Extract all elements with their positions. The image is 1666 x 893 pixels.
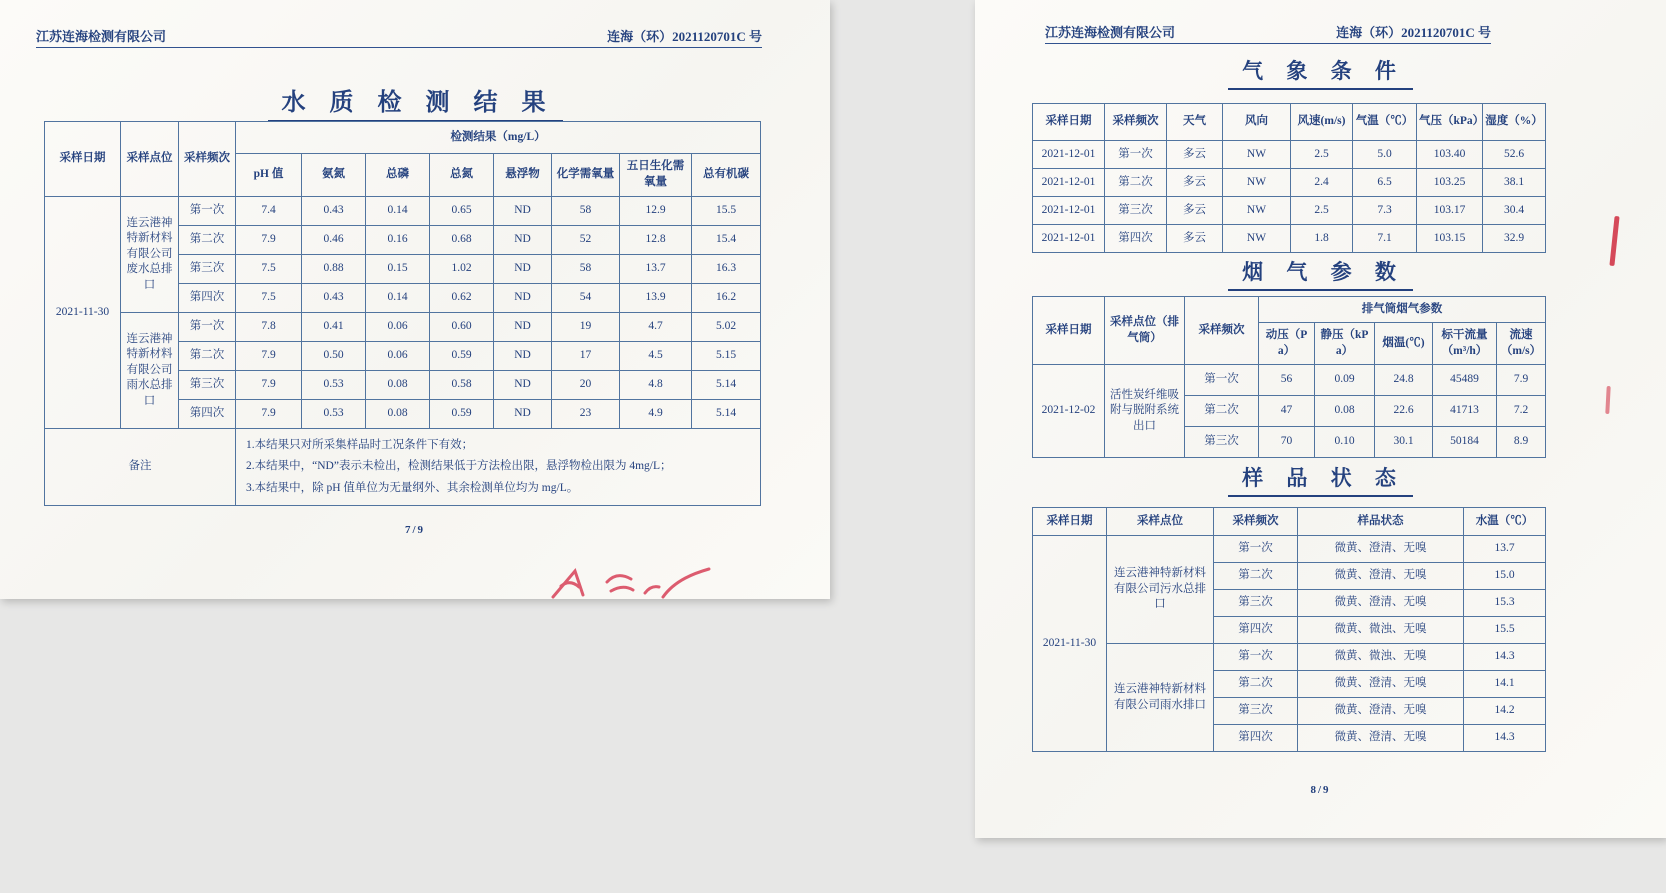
table-cell: 0.14 (366, 197, 430, 226)
state-cell: 微黄、澄清、无嗅 (1298, 563, 1464, 590)
state-cell: 微黄、澄清、无嗅 (1298, 671, 1464, 698)
freq-cell: 第三次 (1214, 698, 1298, 725)
table-cell: 0.43 (302, 197, 366, 226)
table-cell: 7.5 (236, 284, 302, 313)
sample-state-table (1032, 507, 1545, 752)
page-number: 7/9 (404, 524, 426, 536)
temp-cell: 13.7 (1464, 536, 1546, 563)
freq-cell: 第四次 (1214, 725, 1298, 752)
freq-cell: 第一次 (179, 313, 236, 342)
table-cell: 47 (1259, 396, 1315, 427)
table-cell: 58 (552, 255, 620, 284)
param-header: 氨氮 (302, 154, 366, 197)
col-header-date: 采样日期 (45, 122, 121, 197)
table-cell: 0.08 (1315, 396, 1375, 427)
table-cell: 0.09 (1315, 365, 1375, 396)
table-cell: 6.5 (1353, 169, 1417, 197)
table-cell: ND (494, 342, 552, 371)
table-cell: 103.25 (1417, 169, 1483, 197)
table-cell: NW (1223, 141, 1291, 169)
table-cell: 45489 (1433, 365, 1497, 396)
col-header: 采样点位 (1107, 508, 1214, 536)
remark-line: 1.本结果只对所采集样品时工况条件下有效； (246, 439, 474, 451)
table-cell: 2021-12-01 (1033, 141, 1105, 169)
water-quality-table (44, 121, 760, 506)
table-cell: 0.65 (430, 197, 494, 226)
site-cell: 连云港神特新材料有限公司雨水排口 (1107, 644, 1214, 752)
weather-table (1032, 103, 1545, 253)
table-cell: 7.9 (236, 371, 302, 400)
red-stamp-marks (545, 566, 715, 599)
state-cell: 微黄、澄清、无嗅 (1298, 698, 1464, 725)
table-cell: 0.06 (366, 313, 430, 342)
table-cell: 0.08 (366, 371, 430, 400)
state-cell: 微黄、微浊、无嗅 (1298, 644, 1464, 671)
remark-line: 3.本结果中，除 pH 值单位为无量纲外、其余检测单位均为 mg/L。 (246, 481, 579, 494)
param-header: 标干流量（m³/h） (1433, 323, 1497, 365)
table-cell: NW (1223, 197, 1291, 225)
table-cell: 2.5 (1291, 141, 1353, 169)
table-cell: 103.40 (1417, 141, 1483, 169)
table-cell: 19 (552, 313, 620, 342)
table-cell: 0.14 (366, 284, 430, 313)
col-header-date: 采样日期 (1033, 297, 1105, 365)
table-cell: 32.9 (1483, 225, 1546, 253)
table-cell: 38.1 (1483, 169, 1546, 197)
table-cell: 54 (552, 284, 620, 313)
table-cell: 2021-12-01 (1033, 169, 1105, 197)
state-cell: 微黄、澄清、无嗅 (1298, 590, 1464, 617)
page-title: 水 质 检 测 结 果 (0, 82, 830, 122)
table-cell: 多云 (1167, 197, 1223, 225)
freq-cell: 第二次 (179, 226, 236, 255)
remarks-row (45, 429, 761, 506)
company-name: 江苏连海检测有限公司 (36, 29, 167, 44)
freq-cell: 第三次 (179, 255, 236, 284)
table-cell: 20 (552, 371, 620, 400)
table-cell: 多云 (1167, 169, 1223, 197)
table-cell: 12.9 (620, 197, 692, 226)
table-cell: 0.58 (430, 371, 494, 400)
table-cell: 2.5 (1291, 197, 1353, 225)
table-cell: 5.02 (692, 313, 761, 342)
table-row (1033, 644, 1546, 671)
freq-cell: 第二次 (1185, 396, 1259, 427)
table-cell: 7.9 (236, 400, 302, 429)
temp-cell: 14.2 (1464, 698, 1546, 725)
table-row (45, 313, 761, 342)
table-cell: 0.53 (302, 371, 366, 400)
table-cell: 103.17 (1417, 197, 1483, 225)
freq-cell: 第二次 (1214, 671, 1298, 698)
table-cell: 0.06 (366, 342, 430, 371)
col-header: 采样日期 (1033, 104, 1105, 141)
temp-cell: 15.3 (1464, 590, 1546, 617)
col-header: 湿度（%） (1483, 104, 1546, 141)
table-cell: ND (494, 226, 552, 255)
report-number: 连海（环）2021120701C 号 (1336, 25, 1491, 40)
site-cell: 连云港神特新材料有限公司废水总排口 (121, 197, 179, 313)
table-row (1033, 225, 1546, 253)
table-cell: 30.4 (1483, 197, 1546, 225)
freq-cell: 第二次 (1214, 563, 1298, 590)
table-cell: 16.3 (692, 255, 761, 284)
param-header: 总氮 (430, 154, 494, 197)
table-cell: NW (1223, 225, 1291, 253)
table-cell: 5.14 (692, 371, 761, 400)
param-header: 化学需氧量 (552, 154, 620, 197)
table-cell: 多云 (1167, 141, 1223, 169)
site-cell: 连云港神特新材料有限公司雨水总排口 (121, 313, 179, 429)
col-header: 气温（℃） (1353, 104, 1417, 141)
col-header: 风向 (1223, 104, 1291, 141)
table-cell: 第二次 (1105, 169, 1167, 197)
table-cell: 58 (552, 197, 620, 226)
table-cell: 0.88 (302, 255, 366, 284)
table-cell: 0.60 (430, 313, 494, 342)
table-cell: 0.10 (1315, 427, 1375, 458)
date-cell: 2021-11-30 (45, 197, 121, 429)
table-cell: 5.15 (692, 342, 761, 371)
col-header: 气压（kPa） (1417, 104, 1483, 141)
table-cell: 4.9 (620, 400, 692, 429)
table-cell: 7.9 (1497, 365, 1546, 396)
company-name: 江苏连海检测有限公司 (1045, 25, 1176, 40)
table-cell: 0.50 (302, 342, 366, 371)
col-header: 样品状态 (1298, 508, 1464, 536)
table-row (1033, 197, 1546, 225)
temp-cell: 14.3 (1464, 725, 1546, 752)
table-cell: 15.4 (692, 226, 761, 255)
table-cell: 4.5 (620, 342, 692, 371)
site-cell: 连云港神特新材料有限公司污水总排口 (1107, 536, 1214, 644)
col-header: 采样频次 (1214, 508, 1298, 536)
table-cell: 8.9 (1497, 427, 1546, 458)
table-row (1033, 141, 1546, 169)
freq-cell: 第四次 (1214, 617, 1298, 644)
table-cell: ND (494, 313, 552, 342)
table-cell: 7.1 (1353, 225, 1417, 253)
table-cell: 30.1 (1375, 427, 1433, 458)
date-cell: 2021-11-30 (1033, 536, 1107, 752)
state-cell: 微黄、微浊、无嗅 (1298, 617, 1464, 644)
table-cell: 0.08 (366, 400, 430, 429)
table-cell: 0.43 (302, 284, 366, 313)
temp-cell: 15.0 (1464, 563, 1546, 590)
table-cell: 0.59 (430, 400, 494, 429)
table-cell: 41713 (1433, 396, 1497, 427)
table-cell: 13.7 (620, 255, 692, 284)
table-row (1033, 365, 1546, 396)
table-cell: 13.9 (620, 284, 692, 313)
table-cell: 103.15 (1417, 225, 1483, 253)
table-cell: 7.8 (236, 313, 302, 342)
table-cell: 7.9 (236, 226, 302, 255)
freq-cell: 第二次 (179, 342, 236, 371)
table-cell: 第一次 (1105, 141, 1167, 169)
freq-cell: 第四次 (179, 284, 236, 313)
param-header: 悬浮物 (494, 154, 552, 197)
table-cell: ND (494, 284, 552, 313)
table-cell: 0.15 (366, 255, 430, 284)
table-cell: 第三次 (1105, 197, 1167, 225)
table-cell: 22.6 (1375, 396, 1433, 427)
sample-section-title: 样 品 状 态 (975, 462, 1666, 497)
table-cell: 1.8 (1291, 225, 1353, 253)
param-header: 五日生化需氧量 (620, 154, 692, 197)
col-header-freq: 采样频次 (179, 122, 236, 197)
report-page-7 (0, 0, 830, 599)
table-cell: 5.0 (1353, 141, 1417, 169)
col-header-freq: 采样频次 (1185, 297, 1259, 365)
table-cell: 52 (552, 226, 620, 255)
table-cell: 50184 (1433, 427, 1497, 458)
temp-cell: 14.3 (1464, 644, 1546, 671)
table-cell: 7.9 (236, 342, 302, 371)
table-cell: 2021-12-01 (1033, 197, 1105, 225)
table-cell: ND (494, 197, 552, 226)
remarks-content (236, 429, 761, 506)
col-header: 风速(m/s) (1291, 104, 1353, 141)
col-header: 采样日期 (1033, 508, 1107, 536)
freq-cell: 第三次 (1214, 590, 1298, 617)
table-cell: 52.6 (1483, 141, 1546, 169)
group-header: 排气筒烟气参数 (1259, 297, 1546, 323)
page-number: 8/9 (1310, 784, 1331, 796)
table-cell: 0.68 (430, 226, 494, 255)
table-cell: ND (494, 400, 552, 429)
param-header: 流速（m/s） (1497, 323, 1546, 365)
param-header: 总有机碳 (692, 154, 761, 197)
report-page-8 (975, 0, 1666, 838)
table-cell: 0.59 (430, 342, 494, 371)
table-cell: 70 (1259, 427, 1315, 458)
freq-cell: 第一次 (1214, 644, 1298, 671)
table-cell: 0.46 (302, 226, 366, 255)
table-cell: 24.8 (1375, 365, 1433, 396)
table-cell: NW (1223, 169, 1291, 197)
table-cell: 7.5 (236, 255, 302, 284)
page-header (36, 26, 762, 48)
param-header: 总磷 (366, 154, 430, 197)
freq-cell: 第三次 (179, 371, 236, 400)
table-cell: 5.14 (692, 400, 761, 429)
table-cell: 12.8 (620, 226, 692, 255)
freq-cell: 第三次 (1185, 427, 1259, 458)
remarks-label: 备注 (45, 429, 236, 506)
col-header: 天气 (1167, 104, 1223, 141)
state-cell: 微黄、澄清、无嗅 (1298, 725, 1464, 752)
param-header: pH 值 (236, 154, 302, 197)
param-header: 静压（kPa） (1315, 323, 1375, 365)
freq-cell: 第一次 (1185, 365, 1259, 396)
table-cell: 0.62 (430, 284, 494, 313)
col-header: 采样频次 (1105, 104, 1167, 141)
freq-cell: 第四次 (179, 400, 236, 429)
group-header: 检测结果（mg/L） (236, 122, 761, 154)
param-header: 动压（Pa） (1259, 323, 1315, 365)
table-cell: ND (494, 255, 552, 284)
table-cell: 16.2 (692, 284, 761, 313)
table-cell: ND (494, 371, 552, 400)
table-cell: 2021-12-01 (1033, 225, 1105, 253)
table-cell: 4.7 (620, 313, 692, 342)
param-header: 烟温(℃) (1375, 323, 1433, 365)
date-cell: 2021-12-02 (1033, 365, 1105, 458)
table-cell: 多云 (1167, 225, 1223, 253)
temp-cell: 15.5 (1464, 617, 1546, 644)
table-cell: 1.02 (430, 255, 494, 284)
table-row (1033, 169, 1546, 197)
freq-cell: 第一次 (179, 197, 236, 226)
page-header (1045, 22, 1491, 44)
state-cell: 微黄、澄清、无嗅 (1298, 536, 1464, 563)
table-row (1033, 536, 1546, 563)
table-cell: 56 (1259, 365, 1315, 396)
table-cell: 0.41 (302, 313, 366, 342)
weather-section-title: 气 象 条 件 (975, 55, 1666, 90)
table-cell: 7.4 (236, 197, 302, 226)
table-cell: 17 (552, 342, 620, 371)
site-cell: 活性炭纤维吸附与脱附系统出口 (1105, 365, 1185, 458)
remark-line: 2.本结果中，“ND”表示未检出，检测结果低于方法检出限，悬浮物检出限为 4mg/L； (246, 460, 672, 473)
flue-gas-table (1032, 296, 1545, 458)
table-cell: 4.8 (620, 371, 692, 400)
table-cell: 0.53 (302, 400, 366, 429)
table-cell: 2.4 (1291, 169, 1353, 197)
table-cell: 第四次 (1105, 225, 1167, 253)
freq-cell: 第一次 (1214, 536, 1298, 563)
report-number: 连海（环）2021120701C 号 (607, 29, 762, 44)
table-row (45, 197, 761, 226)
table-cell: 23 (552, 400, 620, 429)
temp-cell: 14.1 (1464, 671, 1546, 698)
table-cell: 0.16 (366, 226, 430, 255)
table-cell: 7.2 (1497, 396, 1546, 427)
table-cell: 7.3 (1353, 197, 1417, 225)
col-header-site: 采样点位 (121, 122, 179, 197)
flue-section-title: 烟 气 参 数 (975, 256, 1666, 291)
col-header-site: 采样点位（排气筒） (1105, 297, 1185, 365)
table-cell: 15.5 (692, 197, 761, 226)
col-header: 水温（℃） (1464, 508, 1546, 536)
